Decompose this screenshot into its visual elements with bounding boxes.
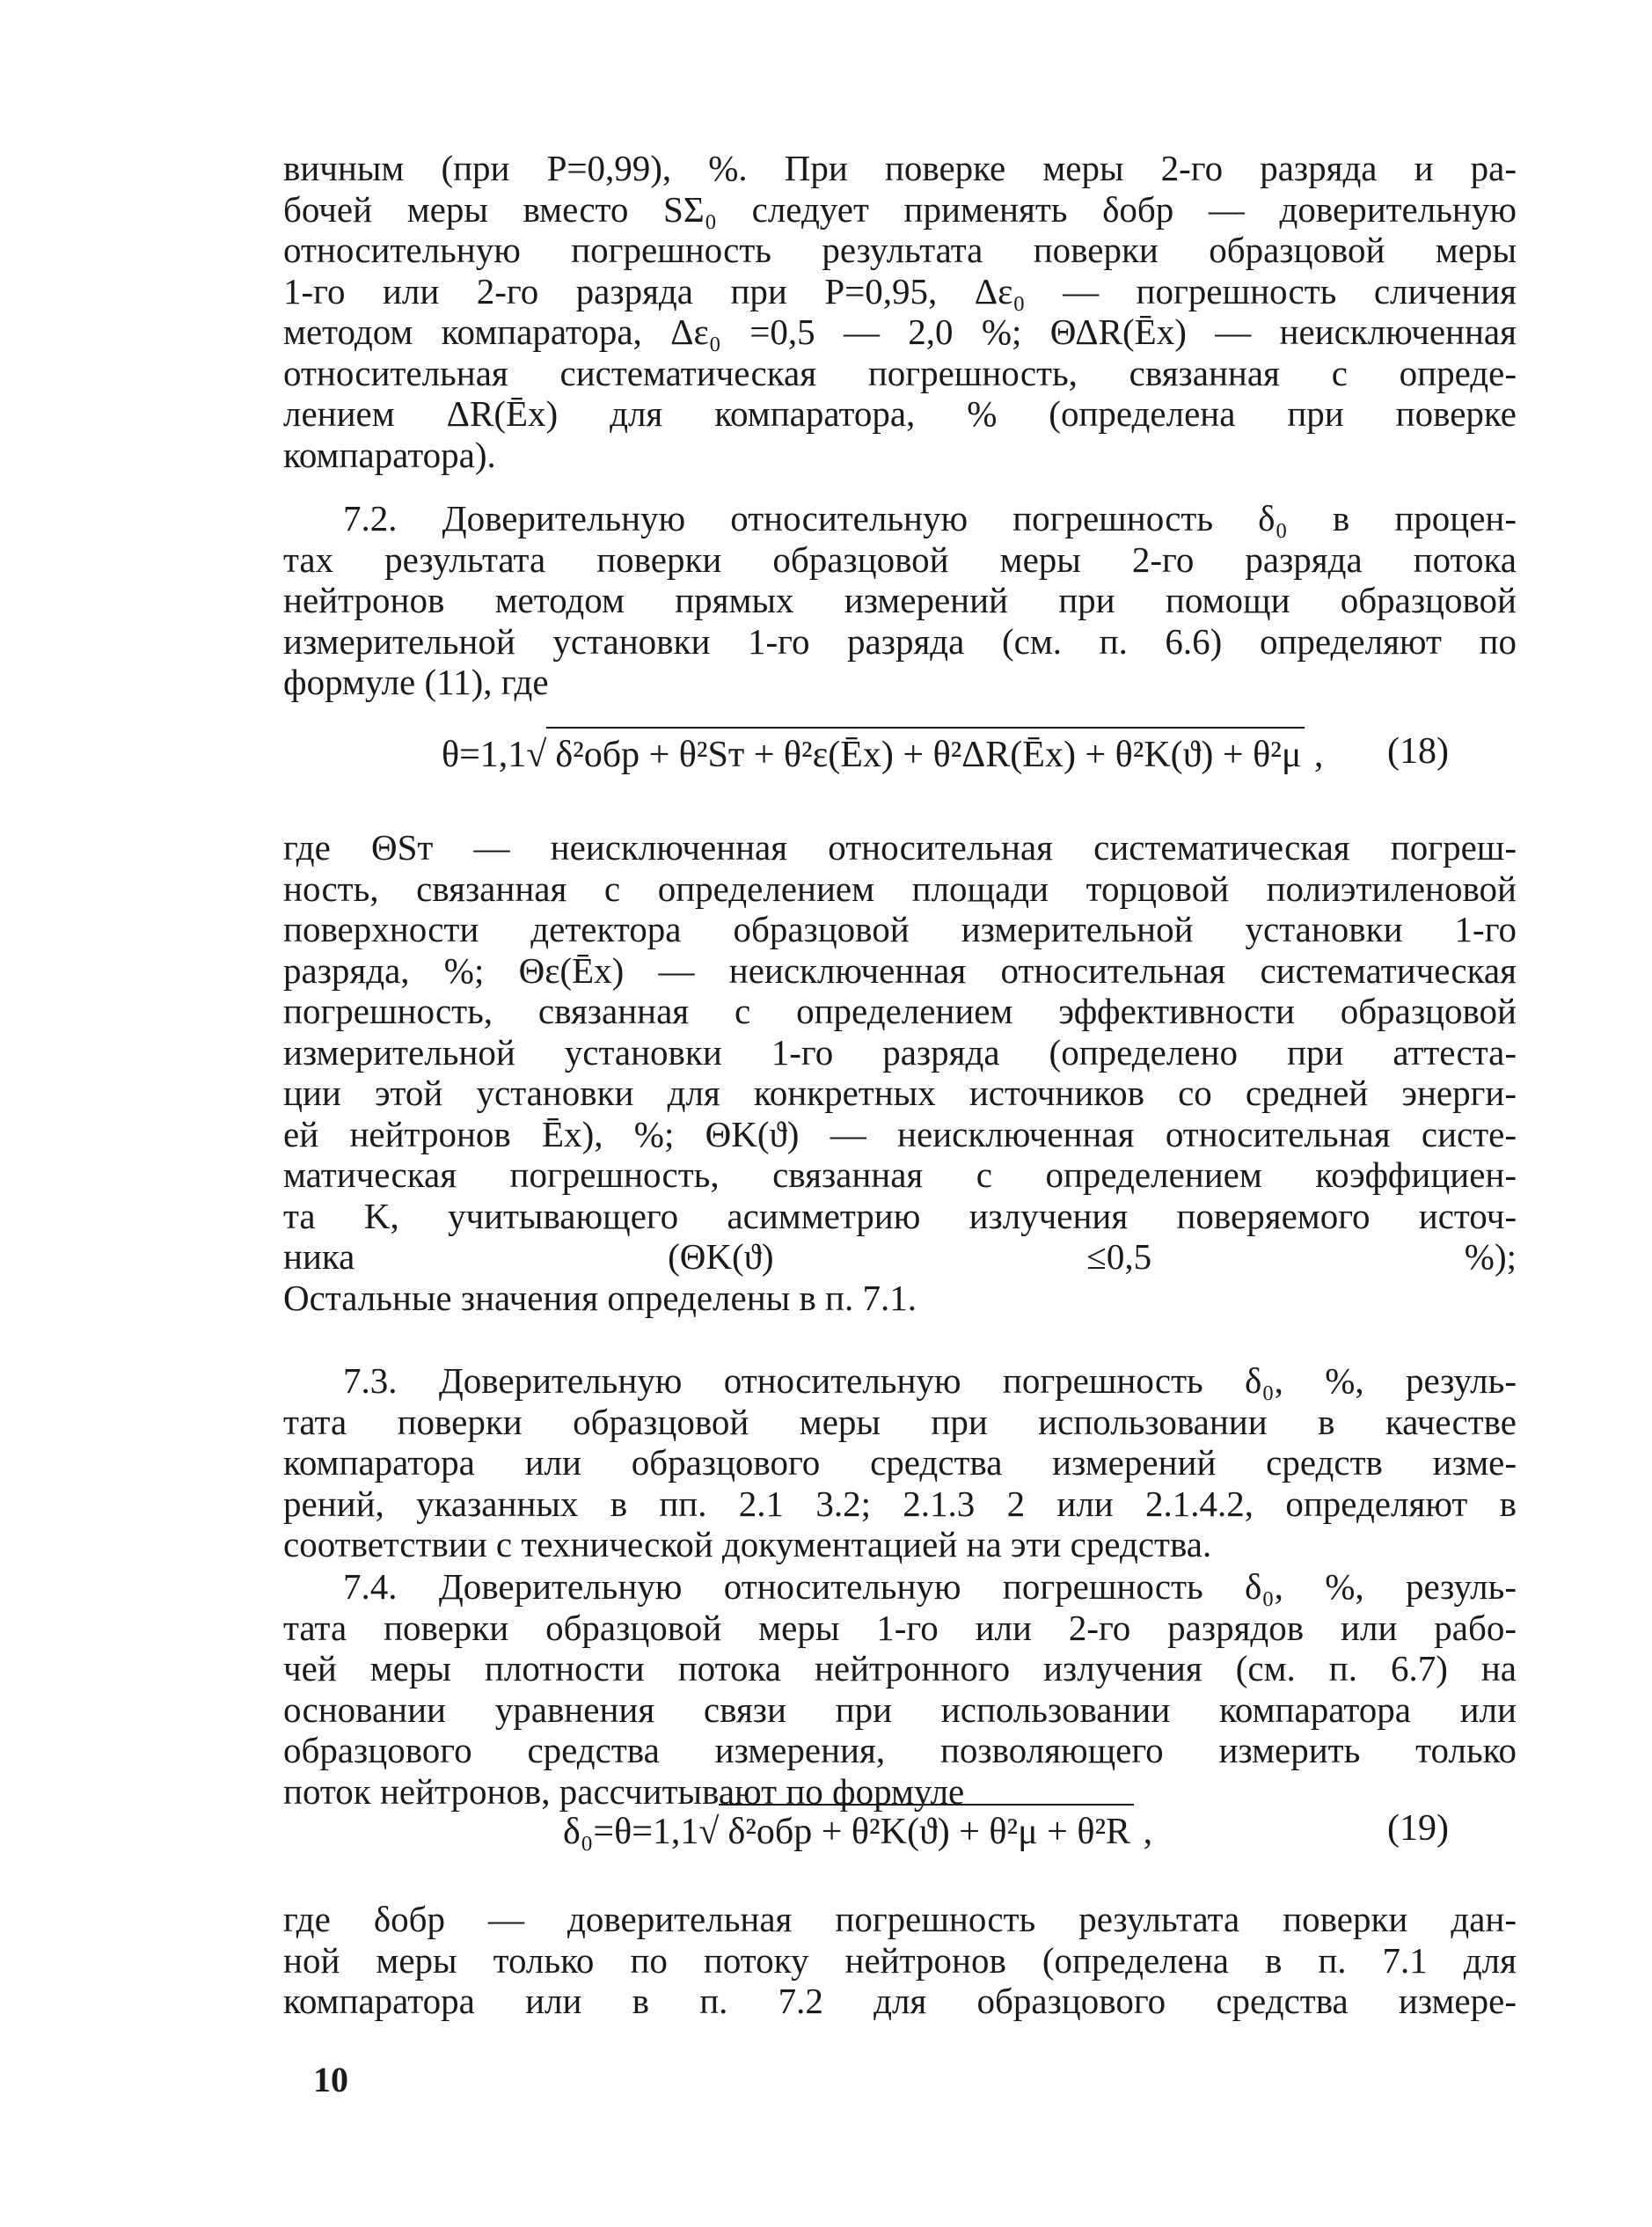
text-line: нейтронов методом прямых измерений при помощи образцовой xyxy=(283,580,1517,620)
text-line: 7.4. Доверительную относительную погрешность δ₀, %, резуль- xyxy=(343,1566,1517,1607)
text-line: тах результата поверки образцовой меры 2-го разряда потока xyxy=(283,538,1517,580)
paragraph-7-2 xyxy=(283,498,1517,703)
text-line: лением ΔR(Ēx) для компаратора, % (определена при поверке xyxy=(283,393,1517,434)
text-line: 7.2. Доверительную относительную погрешность δ₀ в процен- xyxy=(343,498,1517,538)
paragraph-where-18 xyxy=(283,827,1517,1318)
formula-lhs: θ=1,1√ xyxy=(442,735,547,775)
formula-lhs: δ₀=θ=1,1√ xyxy=(563,1812,720,1852)
formula-19 xyxy=(563,1804,1152,1853)
text-line: погрешность, связанная с определением эффективности образцовой xyxy=(283,991,1517,1031)
paragraph-where-19 xyxy=(283,1899,1517,2022)
page-number: 10 xyxy=(313,2060,348,2099)
formula-radicand: δ²обр + θ²Sт + θ²ε(Ēx) + θ²ΔR(Ēx) + θ²K(ϑ) + θ²μ xyxy=(546,727,1305,776)
text-line: где δобр — доверительная погрешность результата поверки дан- xyxy=(283,1899,1517,1939)
text-line: тата поверки образцовой меры при использовании в качестве xyxy=(283,1401,1517,1442)
text-line: ника (ΘK(ϑ) ≤0,5 %); xyxy=(283,1236,1517,1277)
text-line: измерительной установки 1-го разряда (определено при аттеста- xyxy=(283,1031,1517,1073)
text-line: поток нейтронов, рассчитывают по формуле xyxy=(283,1770,965,1812)
text-line: та K, учитывающего асимметрию излучения поверяемого источ- xyxy=(283,1195,1517,1236)
formula-number-19: (19) xyxy=(1387,1808,1449,1849)
formula-tail: , xyxy=(1305,735,1324,775)
text-line: относительную погрешность результата поверки образцовой меры xyxy=(283,230,1517,270)
text-line: 1-го или 2-го разряда при P=0,95, Δε₀ — погрешность сличения xyxy=(283,270,1517,311)
formula-number-18: (18) xyxy=(1387,731,1449,772)
text-line: разряда, %; Θε(Ēx) — неисключенная относительная систематическая xyxy=(283,949,1517,991)
text-line: бочей меры вместо SΣ₀ следует применять δобр — доверительную xyxy=(283,188,1517,230)
text-line: тата поверки образцовой меры 1-го или 2-го разрядов или рабо- xyxy=(283,1607,1517,1648)
text-line: ной меры только по потоку нейтронов (определена в п. 7.1 для xyxy=(283,1939,1517,1981)
text-line: компаратора или в п. 7.2 для образцового средства измере- xyxy=(283,1981,1517,2021)
text-line: Остальные значения определены в п. 7.1. xyxy=(283,1277,917,1318)
text-line: где ΘSт — неисключенная относительная систематическая погреш- xyxy=(283,827,1517,868)
text-line: матическая погрешность, связанная с определением коэффициен- xyxy=(283,1154,1517,1195)
formula-tail: , xyxy=(1134,1812,1153,1852)
text-line: соответствии с технической документацией на эти средства. xyxy=(283,1524,1212,1564)
text-line: компаратора или образцового средства измерений средств изме- xyxy=(283,1442,1517,1483)
paragraph-continuation xyxy=(283,148,1517,475)
text-line: ей нейтронов Ēx), %; ΘK(ϑ) — неисключенная относительная систе- xyxy=(283,1113,1517,1154)
text-line: измерительной установки 1-го разряда (см. п. 6.6) определяют по xyxy=(283,620,1517,662)
formula-18 xyxy=(442,727,1323,776)
text-line: ность, связанная с определением площади торцовой полиэтиленовой xyxy=(283,868,1517,909)
text-line: ции этой установки для конкретных источников со средней энерги- xyxy=(283,1073,1517,1113)
text-line: рений, указанных в пп. 2.1 3.2; 2.1.3 2 или 2.1.4.2, определяют в xyxy=(283,1483,1517,1524)
text-line: образцового средства измерения, позволяющего измерить только xyxy=(283,1730,1517,1770)
text-line: основании уравнения связи при использовании компаратора или xyxy=(283,1689,1517,1730)
paragraph-7-4 xyxy=(283,1566,1517,1812)
text-line: формуле (11), где xyxy=(283,662,549,702)
text-line: поверхности детектора образцовой измерительной установки 1-го xyxy=(283,909,1517,949)
text-line: методом компаратора, Δε₀ =0,5 — 2,0 %; ΘΔR(Ēx) — неисключенная xyxy=(283,311,1517,352)
text-line: чей меры плотности потока нейтронного излучения (см. п. 6.7) на xyxy=(283,1648,1517,1689)
formula-radicand: δ²обр + θ²K(ϑ) + θ²μ + θ²R xyxy=(719,1804,1134,1853)
text-line: 7.3. Доверительную относительную погрешность δ₀, %, резуль- xyxy=(343,1360,1517,1401)
text-line: вичным (при P=0,99), %. При поверке меры 2-го разряда и ра- xyxy=(283,148,1517,188)
paragraph-7-3 xyxy=(283,1360,1517,1565)
text-line: относительная систематическая погрешность, связанная с опреде- xyxy=(283,352,1517,393)
text-line: компаратора). xyxy=(283,434,496,475)
